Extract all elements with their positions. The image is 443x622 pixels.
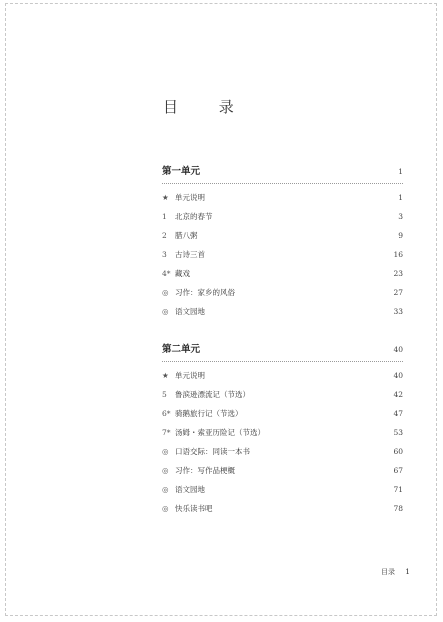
entry-page-number: 78 [393, 504, 403, 513]
entry-page-number: 1 [398, 193, 403, 202]
unit-heading [162, 343, 403, 361]
entry-title: 腊八粥 [175, 231, 198, 240]
entry-page-number: 67 [393, 466, 403, 475]
footer-label: 目录 [381, 568, 395, 576]
entry-title: 口语交际：同读一本书 [175, 447, 250, 456]
toc-entry[interactable] [162, 287, 403, 306]
unit-page-number: 40 [393, 345, 403, 354]
unit-name: 第一单元 [162, 166, 201, 177]
toc-entry[interactable] [162, 306, 403, 325]
unit-heading [162, 165, 403, 183]
entry-page-number: 47 [393, 409, 403, 418]
toc-entry[interactable] [162, 465, 403, 484]
unit-page-number: 1 [398, 167, 403, 176]
page-footer [381, 567, 410, 577]
entry-page-number: 27 [393, 288, 403, 297]
toc-entry[interactable] [162, 370, 403, 389]
entry-marker: ◎ [162, 447, 169, 456]
entry-marker: 6* [162, 409, 171, 418]
unit-section-1 [162, 165, 403, 325]
entry-page-number: 40 [393, 371, 403, 380]
entry-title: 藏戏 [175, 269, 190, 278]
toc-entry[interactable] [162, 408, 403, 427]
entry-title: 语文园地 [175, 307, 205, 316]
entry-page-number: 53 [393, 428, 403, 437]
entry-marker: ★ [162, 193, 169, 202]
dotted-divider [162, 183, 403, 184]
entry-marker: 1 [162, 212, 167, 221]
page-title: 目 录 [163, 98, 252, 116]
toc-entry[interactable] [162, 484, 403, 503]
toc-entry[interactable] [162, 268, 403, 287]
toc-entry[interactable] [162, 389, 403, 408]
entry-title: 汤姆・索亚历险记（节选） [175, 428, 265, 437]
toc-entry[interactable] [162, 503, 403, 522]
entry-page-number: 16 [393, 250, 403, 259]
toc-entry[interactable] [162, 211, 403, 230]
entry-title: 北京的春节 [175, 212, 213, 221]
unit-section-2 [162, 343, 403, 522]
entry-title: 古诗三首 [175, 250, 205, 259]
toc-entry[interactable] [162, 249, 403, 268]
toc-entry[interactable] [162, 230, 403, 249]
entry-title: 快乐读书吧 [175, 504, 213, 513]
entry-marker: ★ [162, 371, 169, 380]
entry-marker: ◎ [162, 288, 169, 297]
entry-title: 习作：家乡的风俗 [175, 288, 235, 297]
entry-marker: 5 [162, 390, 167, 399]
toc-entry[interactable] [162, 446, 403, 465]
entry-page-number: 42 [393, 390, 403, 399]
entry-marker: 4* [162, 269, 171, 278]
entry-title: 鲁滨逊漂流记（节选） [175, 390, 250, 399]
entry-title: 习作：写作品梗概 [175, 466, 235, 475]
toc-entry[interactable] [162, 427, 403, 446]
entry-title: 单元说明 [175, 371, 205, 380]
entry-page-number: 71 [393, 485, 403, 494]
entry-marker: ◎ [162, 466, 169, 475]
footer-page-number: 1 [405, 567, 411, 576]
entry-marker: ◎ [162, 307, 169, 316]
entry-marker: 2 [162, 231, 167, 240]
entry-marker: ◎ [162, 485, 169, 494]
entry-page-number: 3 [398, 212, 403, 221]
entry-page-number: 33 [393, 307, 403, 316]
dotted-divider [162, 361, 403, 362]
entry-marker: 3 [162, 250, 167, 259]
entry-marker: ◎ [162, 504, 169, 513]
entry-page-number: 9 [398, 231, 403, 240]
entry-title: 单元说明 [175, 193, 205, 202]
entry-title: 语文园地 [175, 485, 205, 494]
entry-page-number: 60 [393, 447, 403, 456]
toc-entry[interactable] [162, 192, 403, 211]
entry-marker: 7* [162, 428, 171, 437]
unit-name: 第二单元 [162, 344, 201, 355]
entry-page-number: 23 [393, 269, 403, 278]
entry-title: 骑鹅旅行记（节选） [175, 409, 243, 418]
